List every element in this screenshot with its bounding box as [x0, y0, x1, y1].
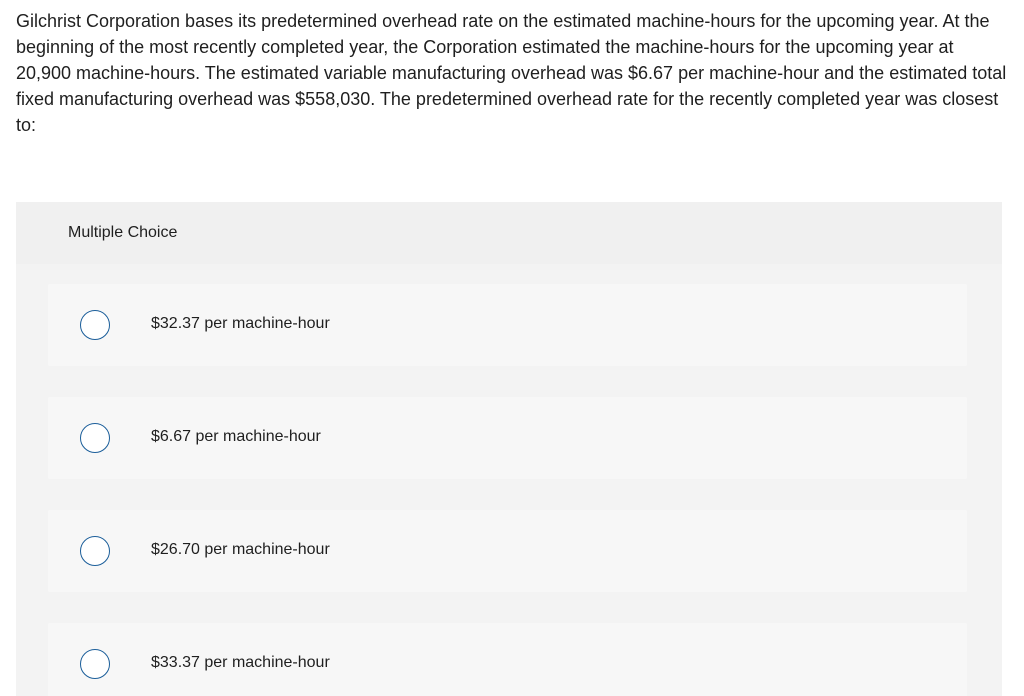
radio-button-icon[interactable] — [80, 310, 110, 340]
radio-button-icon[interactable] — [80, 536, 110, 566]
answer-option-1[interactable] — [48, 284, 967, 366]
multiple-choice-title: Multiple Choice — [68, 224, 178, 241]
answer-option-4[interactable] — [48, 623, 967, 696]
answer-option-label: $32.37 per machine-hour — [151, 315, 330, 332]
answer-option-label: $6.67 per machine-hour — [151, 428, 321, 445]
multiple-choice-panel — [16, 202, 1002, 696]
answer-option-3[interactable] — [48, 510, 967, 592]
answer-option-label: $26.70 per machine-hour — [151, 541, 330, 558]
multiple-choice-header — [16, 202, 1002, 264]
answer-option-label: $33.37 per machine-hour — [151, 654, 330, 671]
radio-button-icon[interactable] — [80, 649, 110, 679]
radio-button-icon[interactable] — [80, 423, 110, 453]
answer-options — [16, 264, 1002, 696]
answer-option-2[interactable] — [48, 397, 967, 479]
question-text: Gilchrist Corporation bases its predetermined overhead rate on the estimated machine-hours for the upcoming year. At the beginning of the most recently completed year, the Corporation estimated the machine-hours for the upcoming year at 20,900 machine-hours. The estimated variable manufacturing overhead was $6.67 per machine-hour and the estimated total fixed manufacturing overhead was $558,030. The predetermined overhead rate for the recently completed year was closest to: — [16, 11, 1007, 135]
